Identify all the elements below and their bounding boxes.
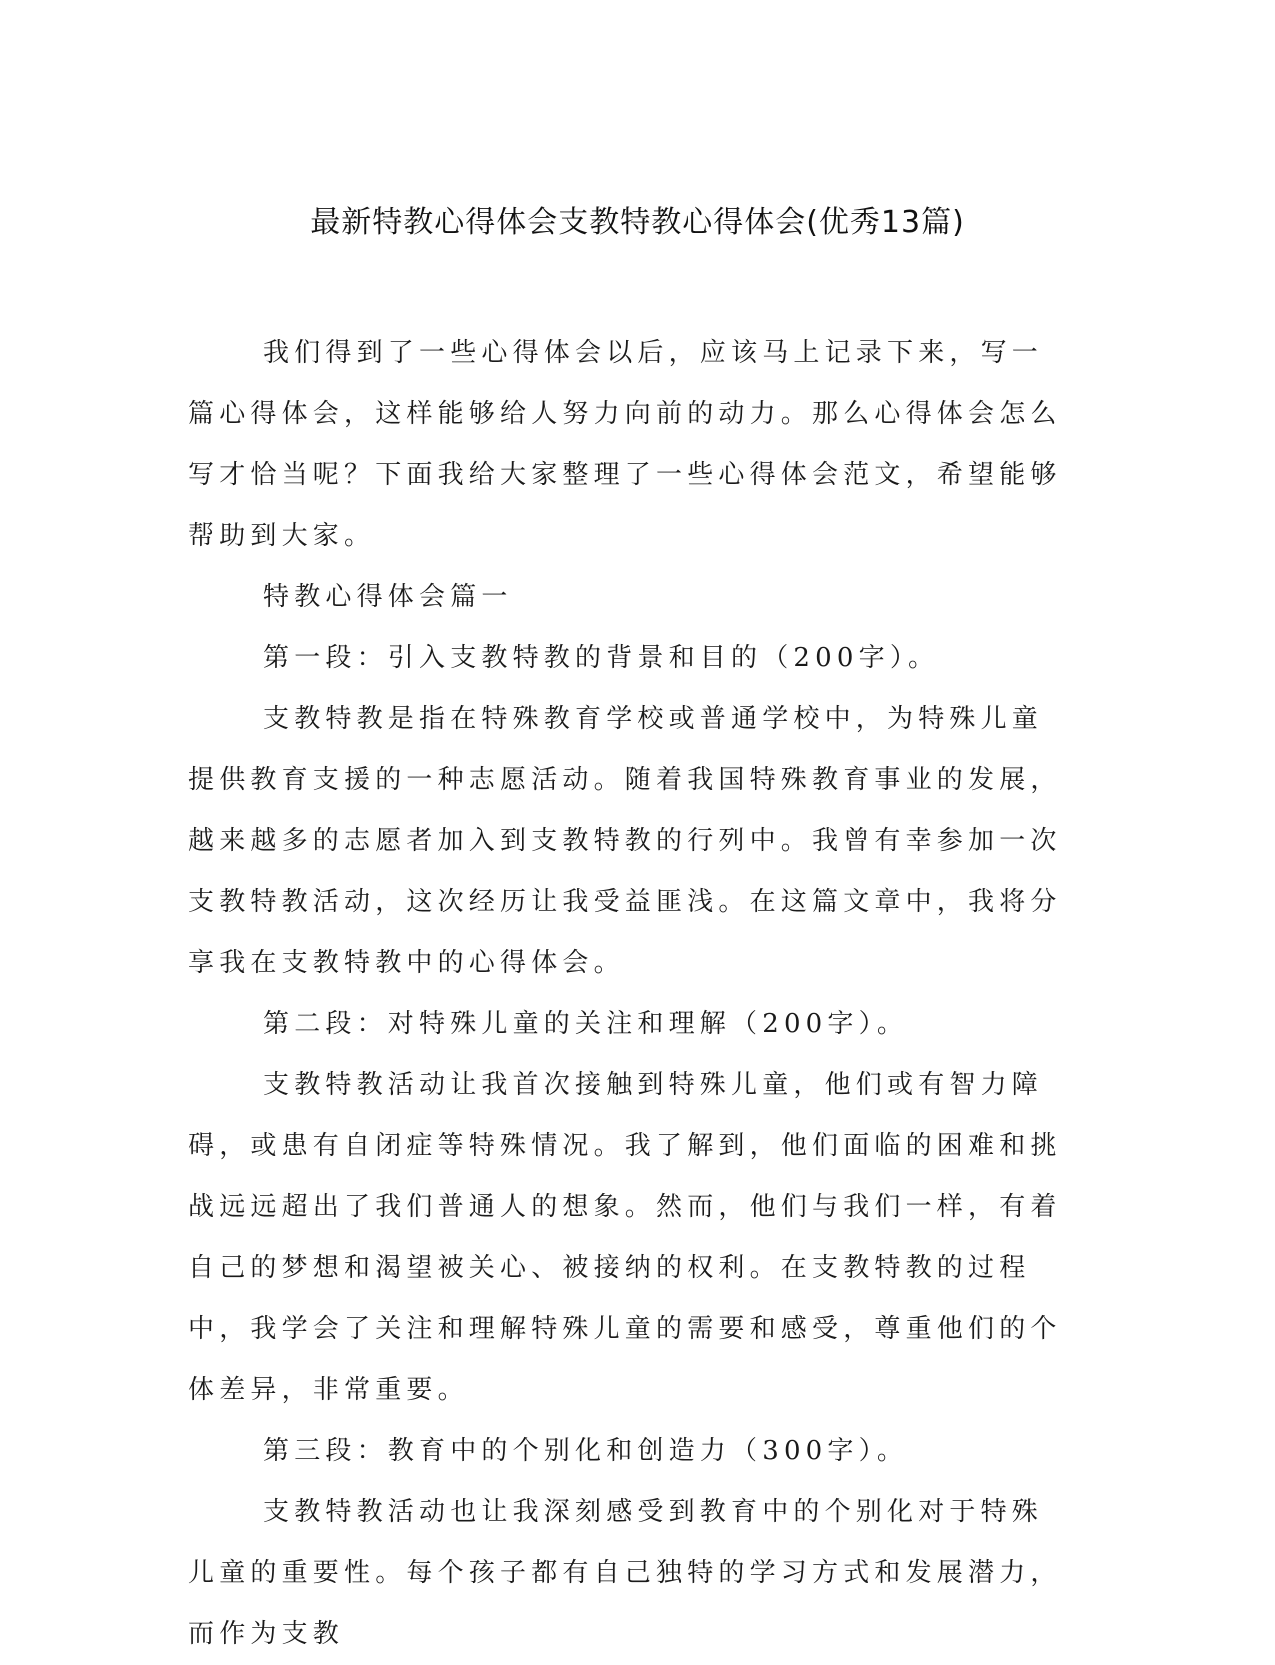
document-title: 最新特教心得体会支教特教心得体会(优秀13篇)	[310, 205, 965, 240]
subsection-heading: 第二段：对特殊儿童的关注和理解（200字）。	[263, 1009, 909, 1039]
body-paragraph: 支教特教活动让我首次接触到特殊儿童，他们或有智力障碍，或患有自闭症等特殊情况。我了解到，他们面临的困难和挑战远远超出了我们普通人的想象。然而，他们与我们一样，有着自己的梦想和渴望被关心、被接纳的权利。在支教特教的过程中，我学会了关注和理解特殊儿童的需要和感受，尊重他们的个体差异，非常重要。	[188, 1070, 1062, 1405]
section-heading: 特教心得体会篇一	[263, 582, 513, 612]
body-paragraph: 支教特教是指在特殊教育学校或普通学校中，为特殊儿童提供教育支援的一种志愿活动。随着我国特殊教育事业的发展，越来越多的志愿者加入到支教特教的行列中。我曾有幸参加一次支教特教活动，这次经历让我受益匪浅。在这篇文章中，我将分享我在支教特教中的心得体会。	[188, 704, 1062, 978]
document-body	[188, 323, 1068, 1665]
intro-paragraph: 我们得到了一些心得体会以后，应该马上记录下来，写一篇心得体会，这样能够给人努力向前的动力。那么心得体会怎么写才恰当呢？下面我给大家整理了一些心得体会范文，希望能够帮助到大家。	[188, 338, 1062, 551]
body-paragraph: 支教特教活动也让我深刻感受到教育中的个别化对于特殊儿童的重要性。每个孩子都有自己独特的学习方式和发展潜力，而作为支教	[188, 1497, 1062, 1649]
subsection-heading: 第一段：引入支教特教的背景和目的（200字）。	[263, 643, 940, 673]
subsection-heading: 第三段：教育中的个别化和创造力（300字）。	[263, 1436, 909, 1466]
